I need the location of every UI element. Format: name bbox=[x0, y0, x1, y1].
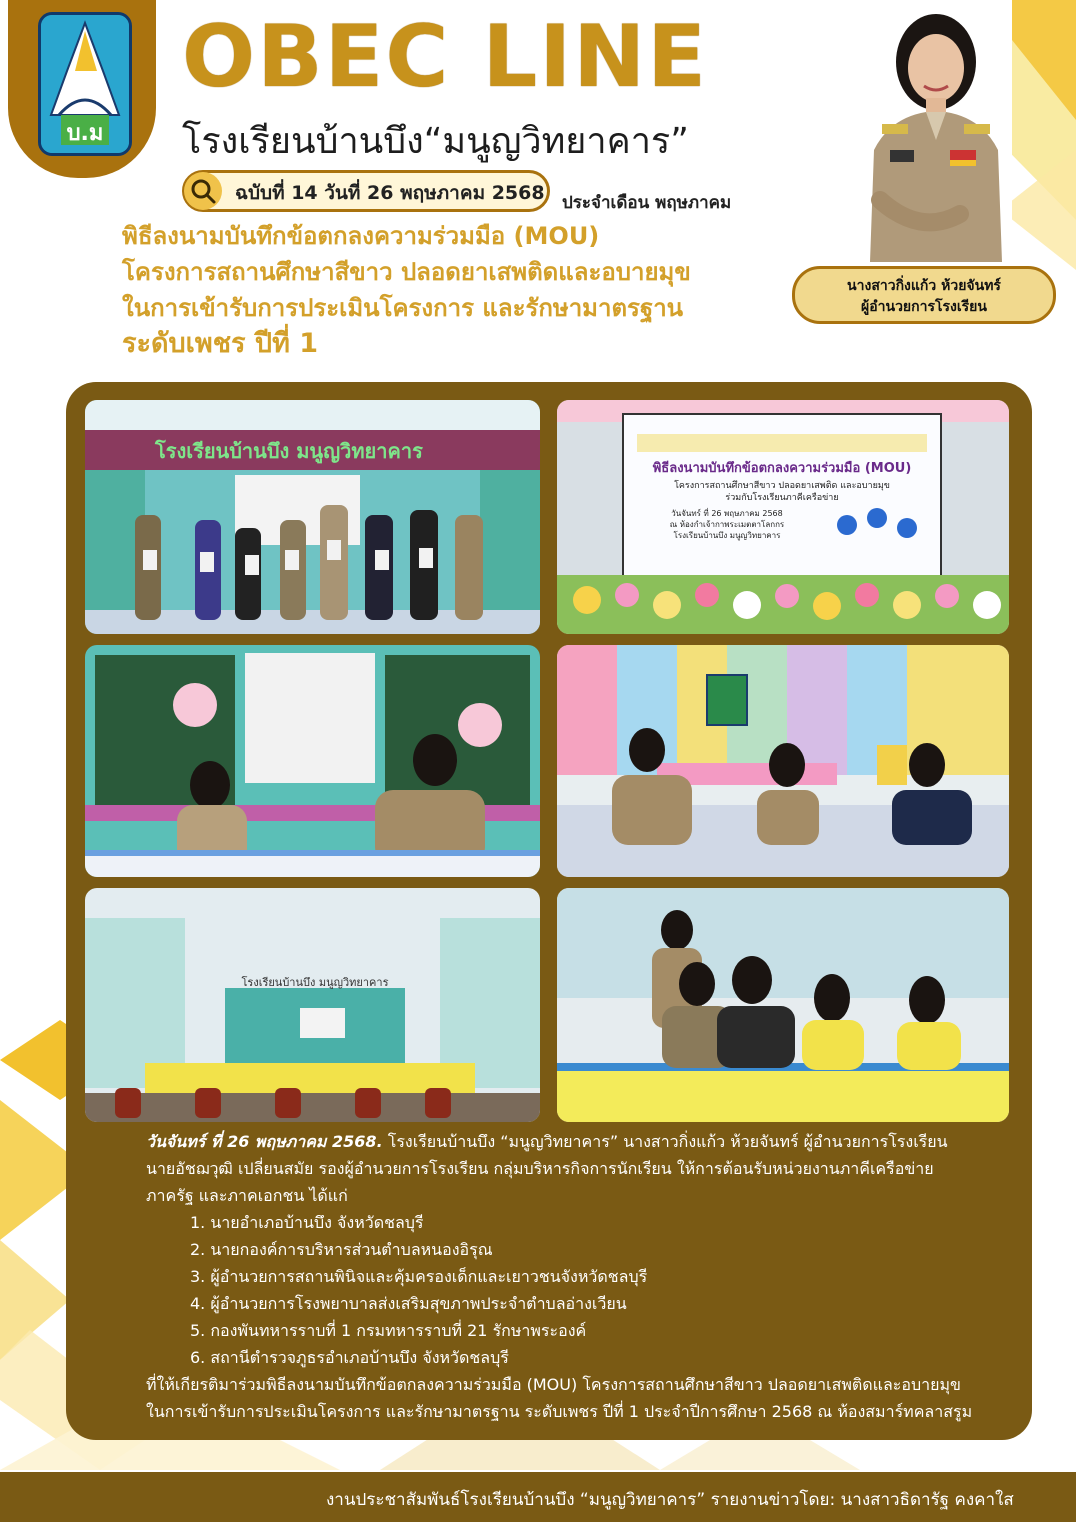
search-icon bbox=[184, 172, 222, 210]
article-date: วันจันทร์ ที่ 26 พฤษภาคม 2568. bbox=[146, 1132, 383, 1151]
article-closing-1: ที่ให้เกียรติมาร่วมพิธีลงนามบันทึกข้อตกลงความร่วมมือ (MOU) โครงการสถานศึกษาสีขาว ปลอดยาเสพติดและอบายมุข bbox=[146, 1375, 961, 1394]
photo-meeting-room bbox=[85, 888, 540, 1122]
article-lead: โรงเรียนบ้านบึง “มนูญวิทยาคาร” นางสาวกิ่งแก้ว ห้วยจันทร์ ผู้อำนวยการโรงเรียน bbox=[382, 1132, 948, 1151]
headline-line-1: พิธีลงนามบันทึกข้อตกลงความร่วมมือ (MOU) bbox=[122, 222, 600, 250]
director-name: นางสาวกิ่งแก้ว ห้วยจันทร์ bbox=[847, 278, 1001, 294]
article-line-3: ภาครัฐ และภาคเอกชน ได้แก่ bbox=[146, 1186, 348, 1205]
headline-line-3: ในการเข้ารับการประเมินโครงการ และรักษามาตรฐาน bbox=[122, 294, 684, 322]
list-item: 5. กองพันทหารราบที่ 1 กรมทหารราบที่ 21 รักษาพระองค์ bbox=[190, 1321, 587, 1340]
photo2-title: พิธีลงนามบันทึกข้อตกลงความร่วมมือ (MOU) bbox=[652, 461, 912, 476]
headline-line-2: โครงการสถานศึกษาสีขาว ปลอดยาเสพติดและอบายมุข bbox=[122, 258, 691, 286]
list-item: 6. สถานีตำรวจภูธรอำเภอบ้านบึง จังหวัดชลบุรี bbox=[190, 1348, 509, 1367]
photo2-line4: ณ ห้องกำเจ้ากาพระเมตตาโลกกร bbox=[669, 520, 785, 529]
photo1-banner: โรงเรียนบ้านบึง มนูญวิทยาคาร bbox=[155, 439, 423, 463]
photo-guests-seated bbox=[557, 888, 1009, 1122]
director-portrait bbox=[860, 0, 1012, 262]
photo2-line1: โครงการสถานศึกษาสีขาว ปลอดยาเสพติด และอบายมุข bbox=[674, 481, 890, 491]
article-line-2: นายอัชฌวุฒิ เปลี่ยนสมัย รองผู้อำนวยการโรงเรียน กลุ่มบริหารกิจการนักเรียน ให้การต้อนรับหน่วยงานภาคีเครือข่าย bbox=[146, 1159, 934, 1178]
photo-signing-table bbox=[85, 645, 540, 877]
list-item: 1. นายอำเภอบ้านบึง จังหวัดชลบุรี bbox=[190, 1213, 424, 1232]
article-line-1 bbox=[146, 1130, 948, 1155]
school-logo bbox=[38, 12, 132, 156]
list-item: 4. ผู้อำนวยการโรงพยาบาลส่งเสริมสุขภาพประจำตำบลอ่างเวียน bbox=[190, 1294, 627, 1313]
photo2-line2: ร่วมกับโรงเรียนภาคีเครือข่าย bbox=[725, 493, 839, 503]
photo2-line3: วันจันทร์ ที่ 26 พฤษภาคม 2568 bbox=[671, 509, 783, 518]
headline-line-4: ระดับเพชร ปีที่ 1 bbox=[122, 328, 319, 359]
photo-mou-screen bbox=[557, 400, 1009, 634]
director-position: ผู้อำนวยการโรงเรียน bbox=[861, 299, 987, 315]
footer-credit: งานประชาสัมพันธ์โรงเรียนบ้านบึง “มนูญวิทยาคาร” รายงานข่าวโดย: นางสาวธิดารัฐ คงคาใส bbox=[326, 1490, 1014, 1510]
photo2-line5: โรงเรียนบ้านบึง มนูญวิทยาคาร bbox=[673, 531, 781, 540]
newsletter-title: OBEC LINE bbox=[182, 7, 708, 107]
photo5-banner: โรงเรียนบ้านบึง มนูญวิทยาคาร bbox=[241, 976, 389, 989]
article-closing-2: ในการเข้ารับการประเมินโครงการ และรักษามาตรฐาน ระดับเพชร ปีที่ 1 ประจำปีการศึกษา 2568 ณ ห้องสมาร์ทคลาสรูม bbox=[146, 1402, 973, 1421]
list-item: 2. นายกองค์การบริหารส่วนตำบลหนองอิรุณ bbox=[190, 1240, 493, 1259]
photo-panel-officials bbox=[557, 645, 1009, 877]
photo-group-signing bbox=[85, 400, 540, 634]
list-item: 3. ผู้อำนวยการสถานพินิจและคุ้มครองเด็กและเยาวชนจังหวัดชลบุรี bbox=[190, 1267, 648, 1286]
issue-number: ฉบับที่ 14 วันที่ 26 พฤษภาคม 2568 bbox=[235, 182, 545, 204]
svg-text:บ.ม: บ.ม bbox=[66, 121, 104, 146]
school-name: โรงเรียนบ้านบึง“มนูญวิทยาคาร” bbox=[182, 121, 689, 162]
monthly-label: ประจำเดือน พฤษภาคม bbox=[562, 193, 732, 213]
